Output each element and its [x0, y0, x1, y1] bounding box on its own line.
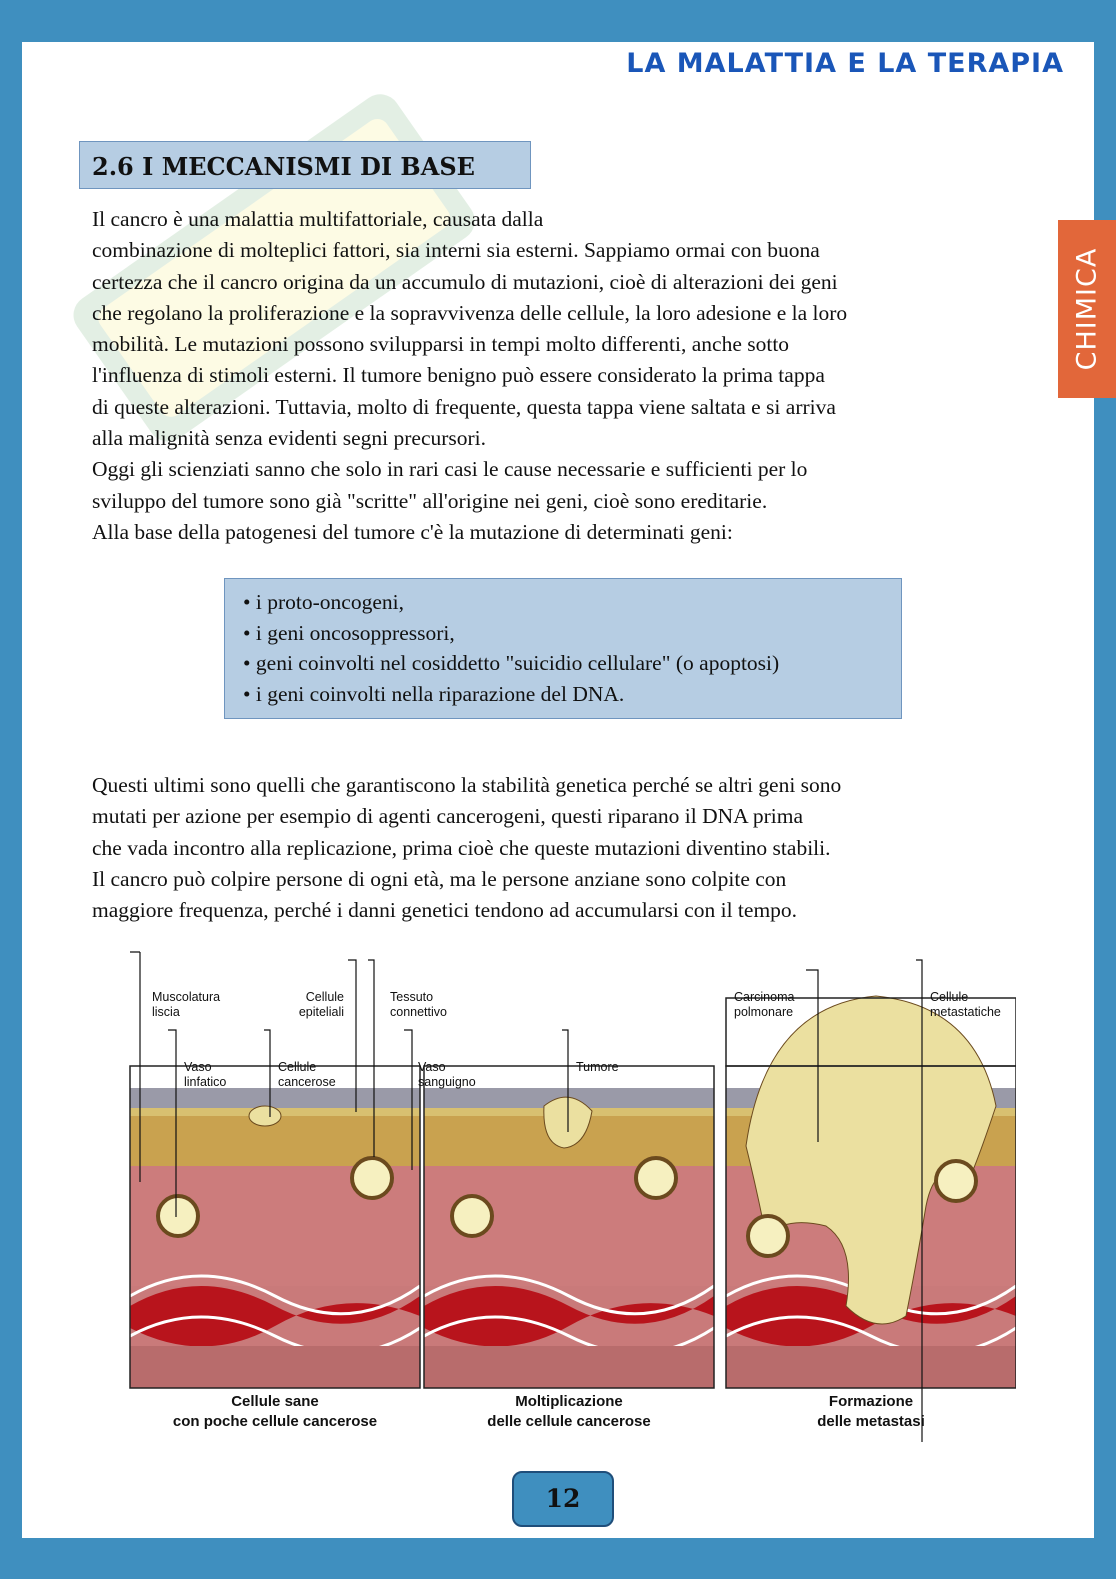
- caption-cellule-sane: Cellule sane con poche cellule cancerose: [172, 1393, 378, 1430]
- page: [22, 42, 1094, 1538]
- label-vaso-linfatico: Vaso linfatico: [184, 1060, 227, 1089]
- intro-line: sviluppo del tumore sono già "scritte" all'origine nei geni, cioè sono ereditarie.: [92, 488, 768, 513]
- subject-tab-chimica[interactable]: [1058, 220, 1116, 398]
- label-vaso-sanguigno: Vaso sanguigno: [418, 1060, 476, 1089]
- gene-list-item: • i geni coinvolti nella riparazione del DNA.: [243, 679, 901, 710]
- body-line: maggiore frequenza, perché i danni genetici tendono ad accumularsi con il tempo.: [92, 898, 798, 923]
- label-muscolatura: Muscolatura liscia: [152, 990, 221, 1019]
- intro-line: combinazione di molteplici fattori, sia interni sia esterni. Sappiamo ormai con buona: [92, 238, 820, 263]
- body-paragraph: [92, 770, 1012, 926]
- label-cellule-epiteliali: Cellule epiteliali: [298, 990, 344, 1019]
- gene-list-item: • i proto-oncogeni,: [243, 587, 901, 618]
- intro-line: certezza che il cancro origina da un accumulo di mutazioni, cioè di alterazioni dei geni: [92, 269, 838, 294]
- intro-line: alla malignità senza evidenti segni precursori.: [92, 426, 487, 451]
- intro-line: mobilità. Le mutazioni possono svilupparsi in tempi molto differenti, anche sotto: [92, 332, 790, 357]
- section-title: 2.6 I MECCANISMI DI BASE: [79, 141, 531, 189]
- intro-line: Oggi gli scienziati sanno che solo in rari casi le cause necessarie e sufficienti per lo: [92, 457, 808, 482]
- caption-metastasi: Formazione delle metastasi: [817, 1393, 925, 1430]
- gene-list-item: • i geni oncosoppressori,: [243, 618, 901, 649]
- intro-line: l'influenza di stimoli esterni. Il tumore benigno può essere considerato la prima tappa: [92, 363, 825, 388]
- intro-line: di queste alterazioni. Tuttavia, molto di frequente, questa tappa viene saltata e si arriva: [92, 394, 836, 419]
- subject-tab-label: CHIMICA: [1071, 247, 1103, 371]
- label-carcinoma-polmonare: Carcinoma polmonare: [734, 990, 795, 1019]
- gene-list-box: [224, 578, 902, 719]
- body-line: che vada incontro alla replicazione, prima cioè che queste mutazioni diventino stabili.: [92, 835, 831, 860]
- intro-paragraph: [92, 204, 1012, 548]
- label-tessuto-connettivo: Tessuto connettivo: [390, 990, 447, 1019]
- intro-line: Il cancro è una malattia multifattoriale, causata dalla: [92, 207, 544, 231]
- body-line: Questi ultimi sono quelli che garantiscono la stabilità genetica perché se altri geni sono: [92, 773, 842, 797]
- page-number: 12: [512, 1471, 614, 1527]
- label-cellule-metastatiche: Cellule metastatiche: [930, 990, 1001, 1019]
- intro-line: Alla base della patogenesi del tumore c'è la mutazione di determinati geni:: [92, 519, 733, 544]
- label-tumore: Tumore: [576, 1060, 619, 1074]
- intro-line: che regolano la proliferazione e la sopravvivenza delle cellule, la loro adesione e la loro: [92, 300, 848, 325]
- body-line: Il cancro può colpire persone di ogni età, ma le persone anziane sono colpite con: [92, 866, 787, 891]
- page-header-title: LA MALATTIA E LA TERAPIA: [626, 48, 1064, 79]
- body-line: mutati per azione per esempio di agenti cancerogeni, questi riparano il DNA prima: [92, 804, 804, 829]
- label-cellule-cancerose: Cellule cancerose: [278, 1060, 336, 1089]
- gene-list-item: • geni coinvolti nel cosiddetto "suicidio cellulare" (o apoptosi): [243, 648, 901, 679]
- caption-moltiplicazione: Moltiplicazione delle cellule cancerose: [487, 1393, 651, 1430]
- cancer-progression-figure: [106, 942, 1016, 1442]
- tissue-illustration: [106, 942, 1016, 1442]
